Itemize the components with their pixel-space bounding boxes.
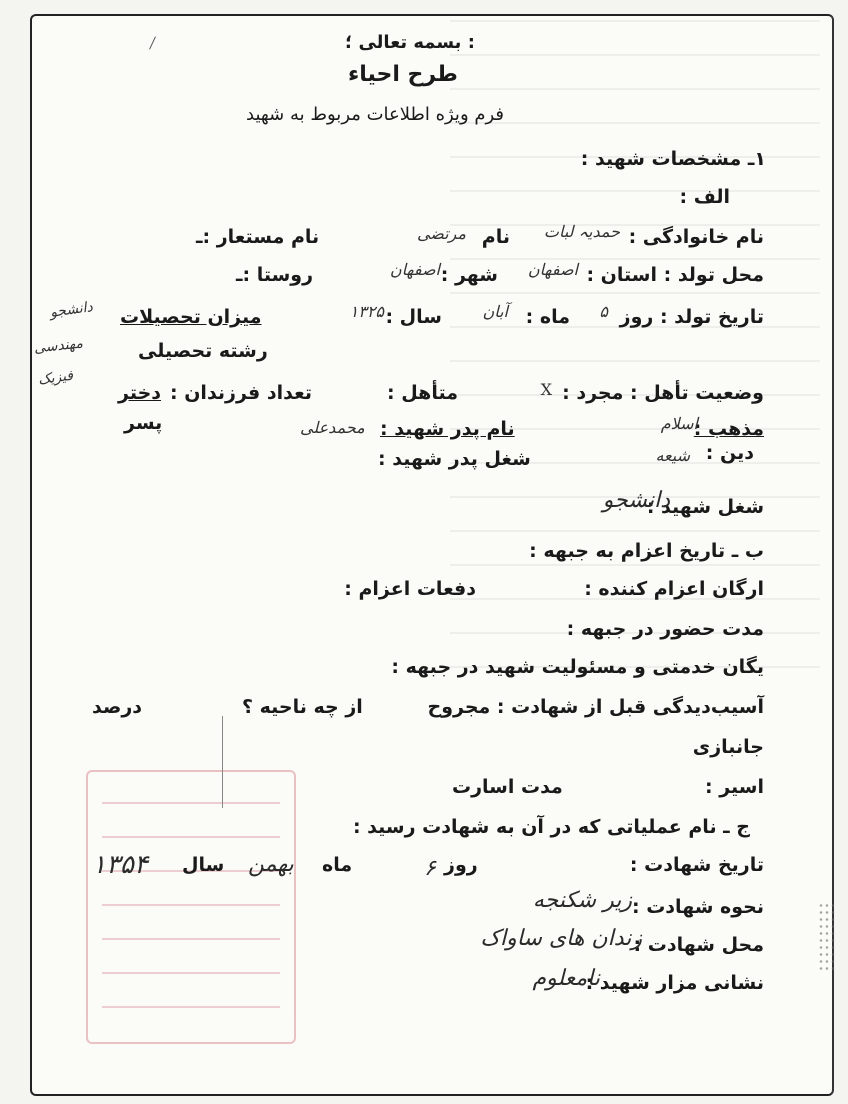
martyrdom-date-label: تاریخ شهادت :: [629, 854, 764, 876]
manner-value: زیر شکنجه: [532, 888, 632, 913]
veteran-label: جانبازی: [692, 736, 764, 758]
children-count-label: تعداد فرزندان :: [170, 382, 312, 404]
form-subtitle: فرم ویژه اطلاعات مربوط به شهید: [246, 104, 505, 125]
father-name-label: نام پدر شهید :: [380, 418, 515, 440]
section1-heading: ۱ـ مشخصات شهید :: [580, 148, 766, 170]
martyrdom-month-label: ماه: [322, 854, 353, 876]
faded-stamp: [86, 770, 296, 1044]
father-name-value: محمدعلی: [300, 418, 365, 437]
martyr-job-value: دانشجو: [602, 488, 670, 513]
education-level-value: دانشجو: [49, 299, 94, 321]
part-a-label: الف :: [679, 186, 730, 208]
dispatch-times-label: دفعات اعزام :: [344, 578, 476, 600]
birthplace-label: محل تولد : استان :: [586, 264, 764, 286]
education-level-label: میزان تحصیلات: [120, 306, 262, 328]
injury-label: آسیب‌دیدگی قبل از شهادت : مجروح: [427, 696, 764, 718]
religion-value: اسلام: [660, 414, 698, 433]
family-name-value: حمدیہ لبات: [543, 222, 620, 241]
martyrdom-day-label: روز: [444, 854, 478, 876]
son-label: پسر: [124, 412, 163, 434]
single-mark: X: [540, 380, 552, 399]
martyrdom-year-label: سال: [182, 854, 225, 876]
faith-label: دین :: [705, 442, 754, 464]
village-label: روستا :ـ: [236, 264, 314, 286]
birth-month-value: آبان: [482, 302, 508, 321]
field-value-line1: مهندسی: [33, 335, 84, 357]
manner-label: نحوه شهادت :: [632, 896, 764, 918]
marital-status-label: وضعیت تأهل : مجرد :: [562, 382, 764, 404]
martyrdom-day-value: ۶: [424, 856, 436, 881]
married-label: متأهل :: [387, 382, 458, 404]
birth-city-value: اصفهان: [389, 260, 440, 279]
grave-label: نشانی مزار شهید :: [585, 972, 764, 994]
field-value-line2: فیزیک: [37, 367, 75, 389]
birth-year-label: سال :: [385, 306, 442, 328]
section-b-heading: ب ـ تاریخ اعزام به جبهه :: [529, 540, 764, 562]
first-name-label: نام: [481, 226, 510, 248]
form-title: طرح احیاء: [348, 62, 458, 87]
section-c-heading: ج ـ نام عملیاتی که در آن به شهادت رسید :: [352, 816, 750, 838]
family-name-label: نام خانوادگی :: [628, 226, 764, 248]
birth-day-value: ۵: [599, 302, 608, 321]
martyrdom-month-value: بهمن: [248, 852, 294, 877]
religion-label: مذهب :: [693, 418, 764, 440]
daughter-label: دختر: [118, 382, 162, 404]
service-unit-label: یگان خدمتی و مسئولیت شهید در جبهه :: [391, 656, 764, 678]
alias-label: نام مستعار :ـ: [196, 226, 320, 248]
birth-city-label: شهر :: [440, 264, 498, 286]
faith-value: شیعه: [655, 446, 690, 465]
birthdate-label: تاریخ تولد : روز: [619, 306, 764, 328]
birth-year-value: ۱۳۲۵: [349, 302, 384, 321]
birth-province-value: اصفهان: [527, 260, 578, 279]
birth-month-label: ماه :: [525, 306, 570, 328]
captivity-duration-label: مدت اسارت: [452, 776, 563, 798]
place-value: زندان های ساواک: [480, 926, 642, 951]
first-name-value: مرتضی: [416, 224, 466, 243]
martyrdom-year-value: ۱۳۵۴: [92, 850, 148, 880]
injury-region-label: از چه ناحیه ؟: [242, 696, 363, 718]
father-job-label: شغل پدر شهید :: [378, 448, 531, 470]
dispatch-org-label: ارگان اعزام کننده :: [584, 578, 764, 600]
percent-label: درصد: [92, 696, 143, 718]
place-label: محل شهادت :: [633, 934, 764, 956]
field-of-study-label: رشته تحصیلی: [138, 340, 268, 362]
captive-label: اسیر :: [705, 776, 764, 798]
pen-line: [222, 716, 223, 808]
martyr-job-label: شغل شهید :: [646, 496, 764, 518]
grave-value: نامعلوم: [532, 966, 600, 991]
front-duration-label: مدت حضور در جبهه :: [566, 618, 764, 640]
basmala: : بسمه تعالی ؛: [345, 32, 475, 53]
scan-dots: [818, 902, 836, 972]
